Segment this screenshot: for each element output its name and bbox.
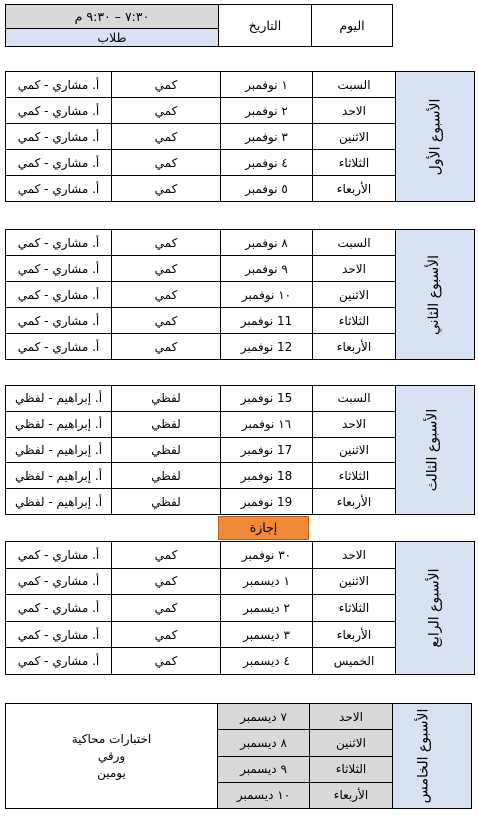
teacher-cell: أ. مشاري - كمي [6,542,112,569]
subject-cell: كمي [112,282,221,308]
date-cell: 15 نوفمبر [221,386,313,412]
exam-note-line: ورقي [97,748,126,763]
date-cell: 12 نوفمبر [221,334,313,360]
day-cell: الثلاثاء [313,463,396,489]
date-cell: ٩ ديسمبر [218,756,310,782]
subject-cell: كمي [112,308,221,334]
week-label: الأسبوع الرابع [396,542,475,675]
session-time: ٧:٣٠ – ٩:٣٠ م [6,5,219,29]
subject-cell: كمي [112,230,221,256]
date-cell: ٧ ديسمبر [218,704,310,730]
week-1-table [5,71,475,202]
day-cell: الأربعاء [313,334,396,360]
week-2-table [5,229,475,360]
teacher-cell: أ. مشاري - كمي [6,334,112,360]
teacher-cell: أ. مشاري - كمي [6,230,112,256]
date-cell: ٨ ديسمبر [218,730,310,756]
teacher-cell: أ. مشاري - كمي [6,150,112,176]
teacher-cell: أ. مشاري - كمي [6,595,112,622]
subject-cell: كمي [112,176,221,202]
date-cell: ٢ ديسمبر [221,595,313,622]
subject-cell: لفظي [112,411,221,437]
week-label: الأسبوع الثاني [396,230,475,360]
day-cell: الأربعاء [313,176,396,202]
exam-notes [6,704,218,809]
holiday-label: إجازة [218,516,309,540]
day-cell: السبت [313,386,396,412]
date-cell: ٣ نوفمبر [221,124,313,150]
subject-cell: كمي [112,150,221,176]
subject-cell: كمي [112,256,221,282]
date-cell: ٥ نوفمبر [221,176,313,202]
teacher-cell: أ. مشاري - كمي [6,308,112,334]
date-cell: ٩ نوفمبر [221,256,313,282]
day-cell: الاثنين [310,730,393,756]
teacher-cell: أ. مشاري - كمي [6,568,112,595]
week-label: الأسبوع الثالث [396,386,475,515]
day-cell: الأربعاء [313,621,396,648]
teacher-cell: أ. إبراهيم - لفظي [6,386,112,412]
date-cell: 17 نوفمبر [221,437,313,463]
day-cell: الاثنين [313,568,396,595]
audience-label: طلاب [6,29,219,47]
subject-cell: كمي [112,621,221,648]
day-cell: السبت [313,230,396,256]
date-cell: ١ نوفمبر [221,72,313,98]
schedule-header [5,4,393,47]
day-cell: الاحد [313,98,396,124]
date-cell: ٣ ديسمبر [221,621,313,648]
teacher-cell: أ. إبراهيم - لفظي [6,463,112,489]
subject-cell: لفظي [112,386,221,412]
teacher-cell: أ. مشاري - كمي [6,124,112,150]
date-cell: 11 نوفمبر [221,308,313,334]
day-cell: الاحد [313,411,396,437]
date-cell: ١٠ ديسمبر [218,782,310,808]
date-cell: 19 نوفمبر [221,489,313,515]
week-4-table [5,541,475,675]
date-cell: ٤ نوفمبر [221,150,313,176]
date-cell: ٣٠ نوفمبر [221,542,313,569]
day-cell: السبت [313,72,396,98]
subject-cell: كمي [112,568,221,595]
day-cell: الثلاثاء [310,756,393,782]
subject-cell: كمي [112,648,221,675]
teacher-cell: أ. إبراهيم - لفظي [6,437,112,463]
day-cell: الاحد [313,542,396,569]
teacher-cell: أ. مشاري - كمي [6,176,112,202]
week-3-table [5,385,475,515]
subject-cell: كمي [112,595,221,622]
day-cell: الاحد [313,256,396,282]
day-cell: الأربعاء [313,489,396,515]
week-label: الأسبوع الخامس [393,704,472,809]
subject-cell: كمي [112,124,221,150]
date-column-header: التاريخ [219,5,312,47]
day-cell: الثلاثاء [313,595,396,622]
subject-cell: كمي [112,72,221,98]
day-cell: الاثنين [313,437,396,463]
teacher-cell: أ. مشاري - كمي [6,98,112,124]
subject-cell: كمي [112,334,221,360]
day-cell: الاحد [310,704,393,730]
date-cell: ٨ نوفمبر [221,230,313,256]
teacher-cell: أ. مشاري - كمي [6,72,112,98]
subject-cell: كمي [112,542,221,569]
date-cell: ٤ ديسمبر [221,648,313,675]
date-cell: ٢ نوفمبر [221,98,313,124]
teacher-cell: أ. مشاري - كمي [6,621,112,648]
teacher-cell: أ. إبراهيم - لفظي [6,489,112,515]
day-cell: الأربعاء [310,782,393,808]
teacher-cell: أ. مشاري - كمي [6,256,112,282]
week-label: الأسبوع الأول [396,72,475,202]
day-cell: الاثنين [313,282,396,308]
exam-note-line: يومين [97,765,126,780]
date-cell: ١٠ نوفمبر [221,282,313,308]
week-5-table [5,703,472,809]
subject-cell: كمي [112,98,221,124]
day-cell: الثلاثاء [313,308,396,334]
date-cell: ١ ديسمبر [221,568,313,595]
day-cell: الخميس [313,648,396,675]
subject-cell: لفظي [112,463,221,489]
day-cell: الاثنين [313,124,396,150]
subject-cell: لفظي [112,489,221,515]
date-cell: ١٦ نوفمبر [221,411,313,437]
day-column-header: اليوم [312,5,393,47]
date-cell: 18 نوفمبر [221,463,313,489]
day-cell: الثلاثاء [313,150,396,176]
teacher-cell: أ. إبراهيم - لفظي [6,411,112,437]
teacher-cell: أ. مشاري - كمي [6,648,112,675]
teacher-cell: أ. مشاري - كمي [6,282,112,308]
exam-note-line: اختبارات محاكية [71,731,152,746]
subject-cell: لفظي [112,437,221,463]
